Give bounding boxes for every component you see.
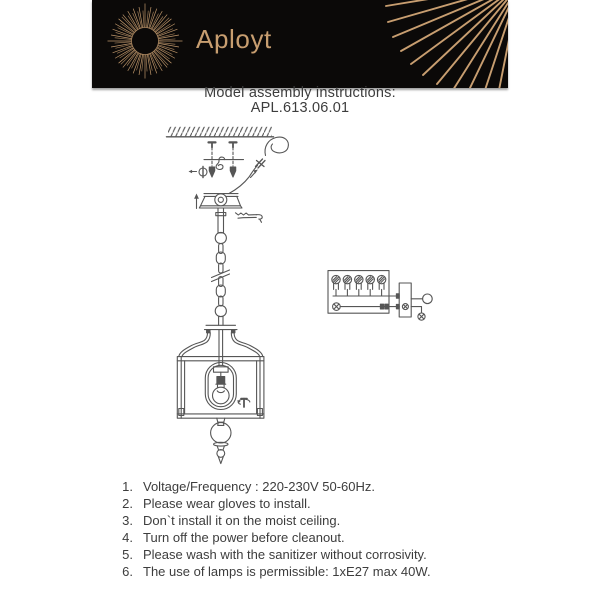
ceiling-hatch	[167, 127, 274, 137]
instruction-text: Turn off the power before cleanout.	[143, 530, 345, 545]
lamp-symbol-open	[423, 294, 433, 304]
left-arrow-icon	[189, 170, 193, 174]
instruction-item	[111, 563, 581, 580]
lamp-symbol-crossed	[418, 313, 425, 320]
brand-banner	[92, 0, 508, 88]
instruction-text: Voltage/Frequency : 220-230V 50-60Hz.	[143, 479, 375, 494]
connector-block	[399, 283, 411, 317]
instruction-number: 5.	[122, 547, 133, 562]
instruction-text: Please wash with the sanitizer without corrosivity.	[143, 547, 427, 562]
title-block	[0, 86, 600, 116]
instruction-item	[111, 529, 581, 546]
canopy	[199, 194, 242, 208]
instruction-number: 3.	[122, 513, 133, 528]
instruction-number: 1.	[122, 479, 133, 494]
wiring-diagram	[328, 271, 432, 321]
s-hook-icon	[216, 157, 225, 169]
instruction-number: 2.	[122, 496, 133, 511]
instruction-number: 4.	[122, 530, 133, 545]
ground-terminal	[333, 303, 341, 311]
power-cable	[229, 137, 288, 193]
wrench-icon	[236, 213, 263, 223]
instruction-text: Please wear gloves to install.	[143, 496, 311, 511]
model-number: APL.613.06.01	[250, 100, 350, 116]
terminal-screws	[332, 275, 386, 296]
screw-rotation-icon	[237, 399, 250, 407]
bulb	[213, 387, 230, 404]
starburst-logo-icon	[104, 0, 186, 82]
canopy-stem	[215, 208, 226, 244]
lamp-socket	[205, 363, 236, 410]
brand-name: Aployt	[196, 24, 272, 54]
assembly-title: Model assembly instructions:	[204, 85, 396, 101]
fixture-top-plate	[205, 325, 238, 333]
instruction-text: The use of lamps is permissible: 1xE27 max 40W.	[143, 564, 431, 579]
phillips-screw-icon	[189, 166, 208, 177]
frame-arms	[179, 333, 263, 357]
instruction-item	[111, 478, 581, 495]
suspension-chain	[212, 244, 230, 326]
instruction-item	[111, 495, 581, 512]
instruction-item	[111, 546, 581, 563]
assembly-diagram	[0, 118, 600, 470]
chain-break-mark	[212, 270, 230, 282]
instructions-list	[111, 478, 581, 580]
central-rod	[219, 330, 223, 365]
instruction-number: 6.	[122, 564, 133, 579]
instruction-item	[111, 512, 581, 529]
instruction-text: Don`t install it on the moist ceiling.	[143, 513, 341, 528]
rays-decoration-icon	[358, 0, 508, 88]
ball-finial	[211, 418, 231, 463]
up-arrow-icon	[194, 194, 199, 209]
